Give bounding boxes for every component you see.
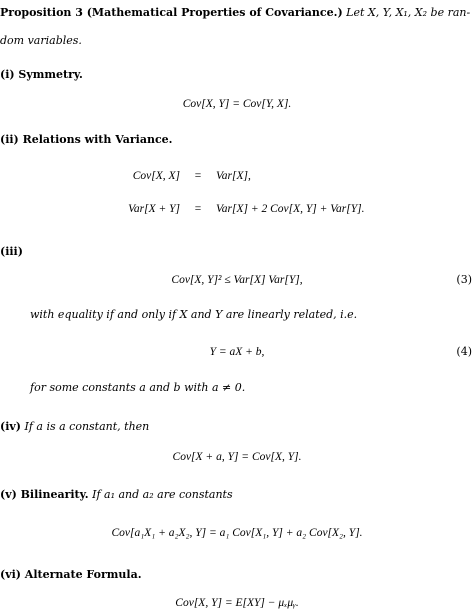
equation-number-4: (4) (456, 345, 472, 358)
section-vi-heading: (vi) Alternate Formula. (0, 568, 142, 581)
proposition-title: Proposition 3 (Mathematical Properties of Covariance.) (0, 6, 343, 19)
section-i-heading: (i) Symmetry. (0, 68, 83, 81)
section-iv-equation: Cov[X + a, Y] = Cov[X, Y]. (172, 451, 302, 463)
proposition-intro-line2: dom variables. (0, 34, 82, 47)
proposition-header (0, 6, 470, 20)
section-ii-row1-rhs: Var[X], (216, 170, 251, 182)
section-vi-equation: Cov[X, Y] = E[XY] − μₓμᵧ. (175, 597, 299, 609)
section-ii-row2-rhs: Var[X] + 2 Cov[X, Y] + Var[Y]. (216, 203, 365, 215)
section-v-line (0, 488, 233, 502)
section-iii-equation2: Y = aX + b, (209, 346, 265, 358)
section-v-text: If a₁ and a₂ are constants (92, 488, 233, 501)
section-ii-row2-rel: = (194, 203, 202, 215)
section-iv-line (0, 420, 149, 434)
section-iv-text: If a is a constant, then (24, 420, 150, 433)
section-ii-row2-lhs: Var[X + Y] (128, 203, 180, 215)
section-iii-text2: for some constants a and b with a ≠ 0. (30, 381, 246, 394)
section-iii-text: with equality if and only if X and Y are linearly related, i.e. (30, 308, 358, 321)
section-ii-row1-lhs: Cov[X, X] (132, 170, 180, 182)
section-iv-heading: (iv) (0, 420, 21, 433)
section-v-heading: (v) Bilinearity. (0, 488, 89, 501)
proposition-intro-line1: Let X, Y, X₁, X₂ be ran- (346, 6, 471, 19)
section-iii-heading: (iii) (0, 245, 23, 258)
section-iii-equation: Cov[X, Y]² ≤ Var[X] Var[Y], (171, 274, 303, 286)
section-v-equation: Cov[a₁X₁ + a₂X₂, Y] = a₁ Cov[X₁, Y] + a₂ Cov[X₂, Y]. (111, 527, 363, 539)
section-ii-heading: (ii) Relations with Variance. (0, 133, 173, 146)
equation-number-3: (3) (456, 273, 472, 286)
section-i-equation: Cov[X, Y] = Cov[Y, X]. (182, 98, 292, 110)
section-ii-row1-rel: = (194, 170, 202, 182)
